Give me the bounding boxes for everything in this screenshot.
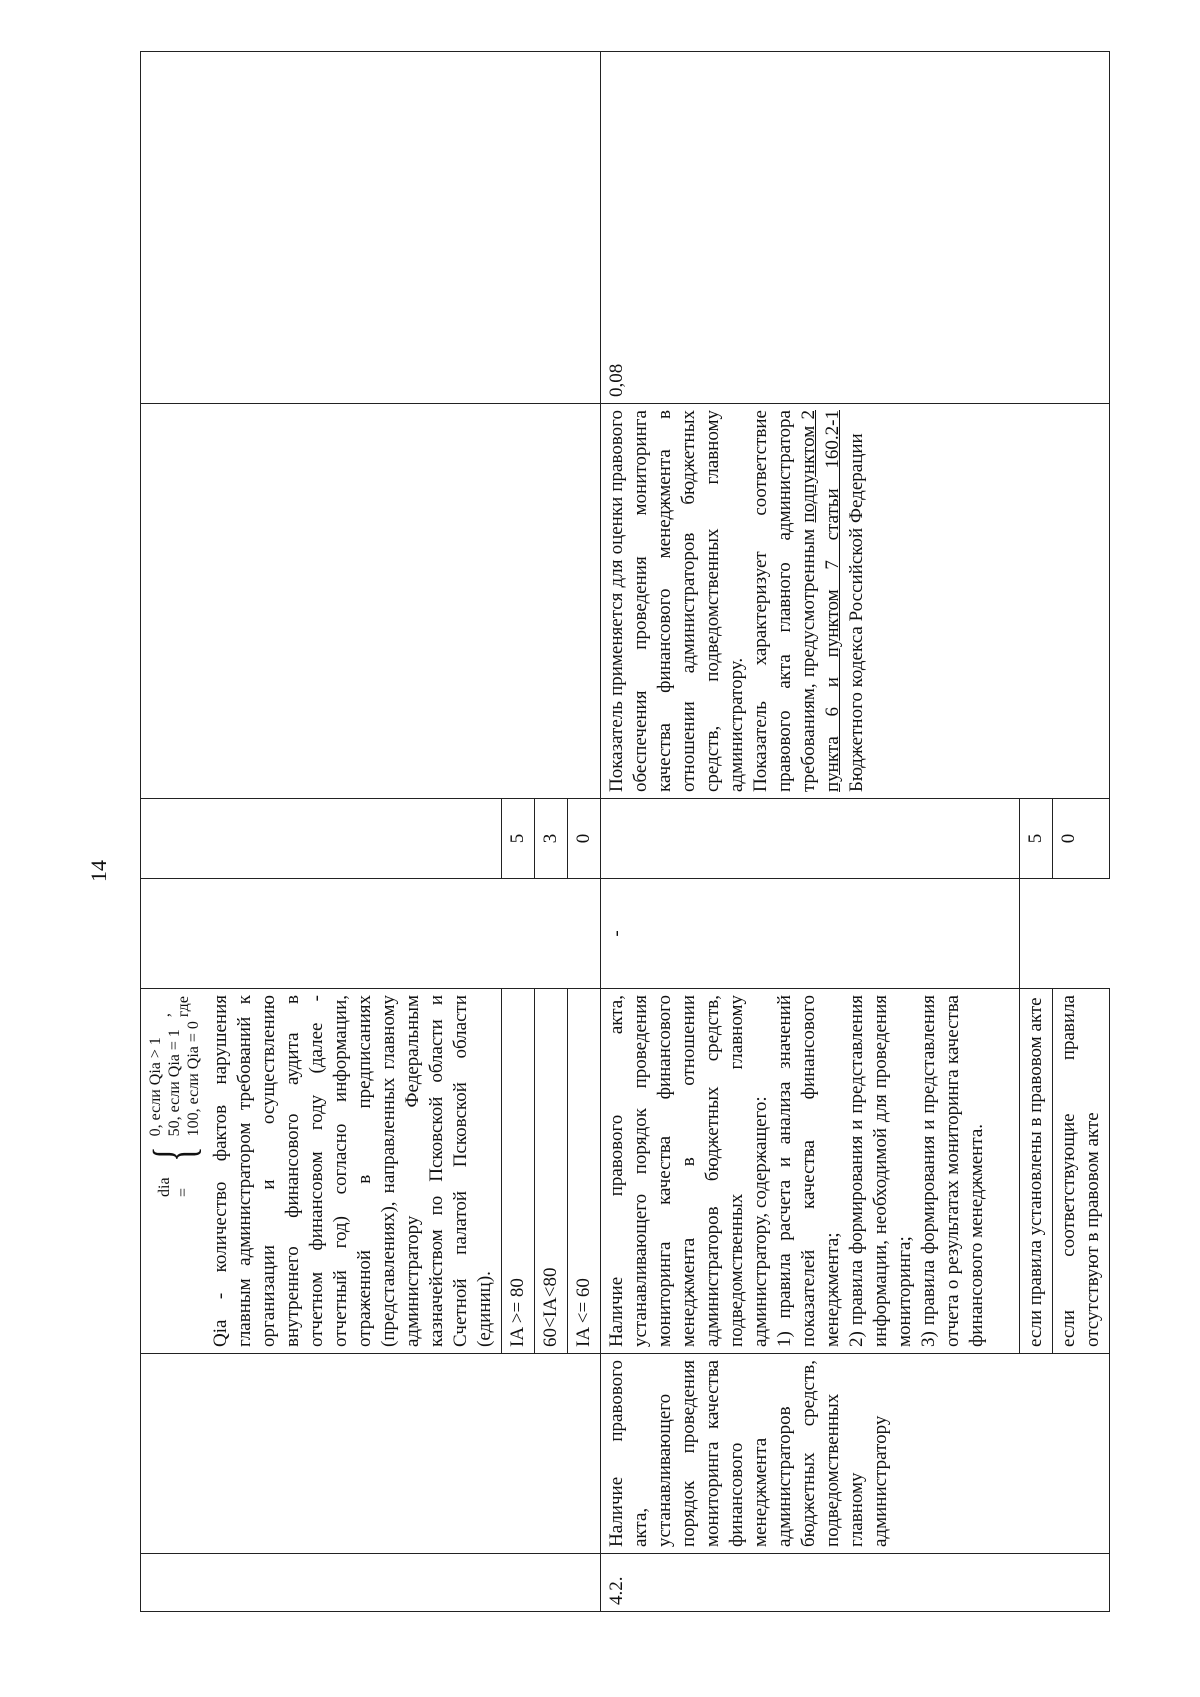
formula-case: 100, если Qia = 0 [184,1021,202,1137]
cell-name-empty [141,1354,601,1554]
comment-paragraph: Показатель применяется для оценки правового обеспечения проведения мониторинга качества финансового менеджмента в отношении администраторов бюджетных средств, подведомственных главному администратору. [606,410,747,792]
formula-item: 2) правила формирования и представления информации, необходимой для проведения мониторинга; [846,995,915,1347]
formula-definition: Qia - количество фактов нарушения главным администратором требований к организации и осуществлению внутреннего финансового аудита в отчетном финансовом году (далее - отчетный год) согласно информации, отраженной в предписаниях (представлениях), направленных главному администратору Федеральным казначейством по Псковской области и Счетной палатой Псковской области (единиц). [210,995,495,1347]
formula-brace: { [141,1146,206,1162]
table-row-prev [141,52,502,1612]
condition-score: 5 [1020,799,1053,879]
threshold-condition: IA <= 60 [568,989,601,1354]
cell-unit-empty [1020,879,1110,989]
cell-formula [141,989,502,1354]
formula-case: 0, если Qia > 1 [146,1037,164,1137]
formula-lhs: dia = [156,1177,192,1197]
threshold-score: 5 [502,799,535,879]
indicator-comment [601,404,1110,799]
comment-paragraph: Показатель характеризует соответствие правового акта главного администратора требованиям, предусмотренным подпунктом 2 пункта 6 и пунктом 7 статьи 160.2-1 Бюджетного кодекса Российской Федерации [750,410,867,792]
formula-suffix: , где [156,996,192,1018]
formula-cases [146,1021,203,1136]
cell-weight-empty [141,52,601,404]
condition-text: если правила установлены в правовом акте [1020,989,1053,1354]
indicator-number: 4.2. [601,1554,1110,1612]
formula-dia [141,995,206,1347]
cell-score-empty [141,799,502,879]
threshold-condition: 60<IA<80 [535,989,568,1354]
indicator-name: Наличие правового акта, устанавливающего порядок проведения мониторинга качества финансового менеджмента администраторов бюджетных средств, подведомственных главному администратору [601,1354,1110,1554]
indicator-weight: 0,08 [601,52,1110,404]
page-number: 14 [86,860,111,882]
threshold-score: 0 [568,799,601,879]
cell-number-empty [141,1554,601,1612]
cell-comment-empty [141,404,601,799]
threshold-score: 3 [535,799,568,879]
threshold-condition: IA >= 80 [502,989,535,1354]
indicator-table [140,51,1110,1612]
indicator-formula [601,989,1020,1354]
cell-unit-empty [141,879,601,989]
formula-case: 50, если Qia = 1 [165,1029,183,1137]
formula-item: 3) правила формирования и представления отчета о результатах мониторинга качества финансового менеджмента. [918,995,987,1347]
condition-score: 0 [1053,799,1110,879]
formula-item: 1) правила расчета и анализа значений показателей качества финансового менеджмента; [774,995,843,1347]
table-row-4-2 [601,52,1020,1612]
cell-score-empty [601,799,1020,879]
legal-reference-link[interactable]: подпунктом 2 пункта 6 и пунктом 7 статьи 160.2-1 [798,410,843,792]
rotated-table-container [140,52,1140,1612]
condition-text: если соответствующие правила отсутствуют в правовом акте [1053,989,1110,1354]
indicator-unit: - [601,879,1020,989]
formula-text: Наличие правового акта, устанавливающего порядок проведения мониторинга качества финансового менеджмента в отношении администраторов бюджетных средств, подведомственных главному администратору, содержащего: [606,995,771,1347]
rotated-page [140,52,1140,1612]
